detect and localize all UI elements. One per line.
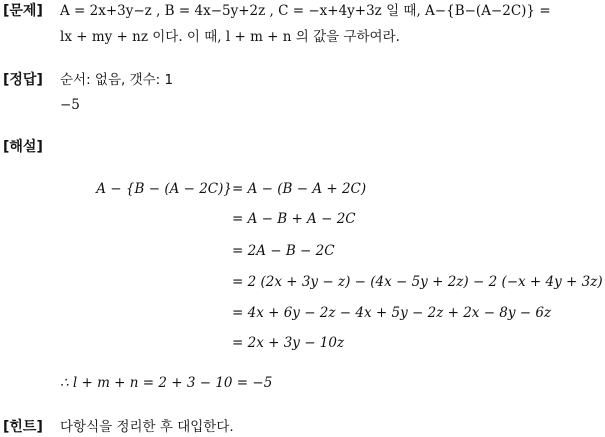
solution-step-4: = 2 (2x + 3y − z) − (4x − 5y + 2z) − 2 (−x + 4y + 3z): [232, 274, 603, 290]
solution-lhs: A − {B − (A − 2C)}: [96, 181, 232, 197]
answer-label: [정답]: [3, 72, 43, 88]
solution-label: [해설]: [3, 139, 43, 155]
problem-statement-line2: lx + my + nz 이다. 이 때, l + m + n 의 값을 구하여라.: [60, 29, 400, 45]
solution-step-1: = A − (B − A + 2C): [232, 181, 367, 197]
solution-step-5: = 4x + 6y − 2z − 4x + 5y − 2z + 2x − 8y − 6z: [232, 305, 552, 321]
solution-step-6: = 2x + 3y − 10z: [232, 335, 345, 351]
solution-conclusion: ∴ l + m + n = 2 + 3 − 10 = −5: [60, 375, 273, 391]
solution-step-3: = 2A − B − 2C: [232, 243, 335, 259]
answer-value: −5: [60, 97, 80, 113]
solution-step-2: = A − B + A − 2C: [232, 211, 356, 227]
answer-meta: 순서: 없음, 갯수: 1: [60, 72, 174, 88]
hint-label: [힌트]: [3, 419, 43, 435]
hint-text: 다항식을 정리한 후 대입한다.: [60, 419, 234, 435]
problem-statement-line1: A = 2x+3y−z , B = 4x−5y+2z , C = −x+4y+3z 일 때, A−{B−(A−2C)} =: [60, 3, 551, 19]
problem-label: [문제]: [3, 3, 43, 19]
